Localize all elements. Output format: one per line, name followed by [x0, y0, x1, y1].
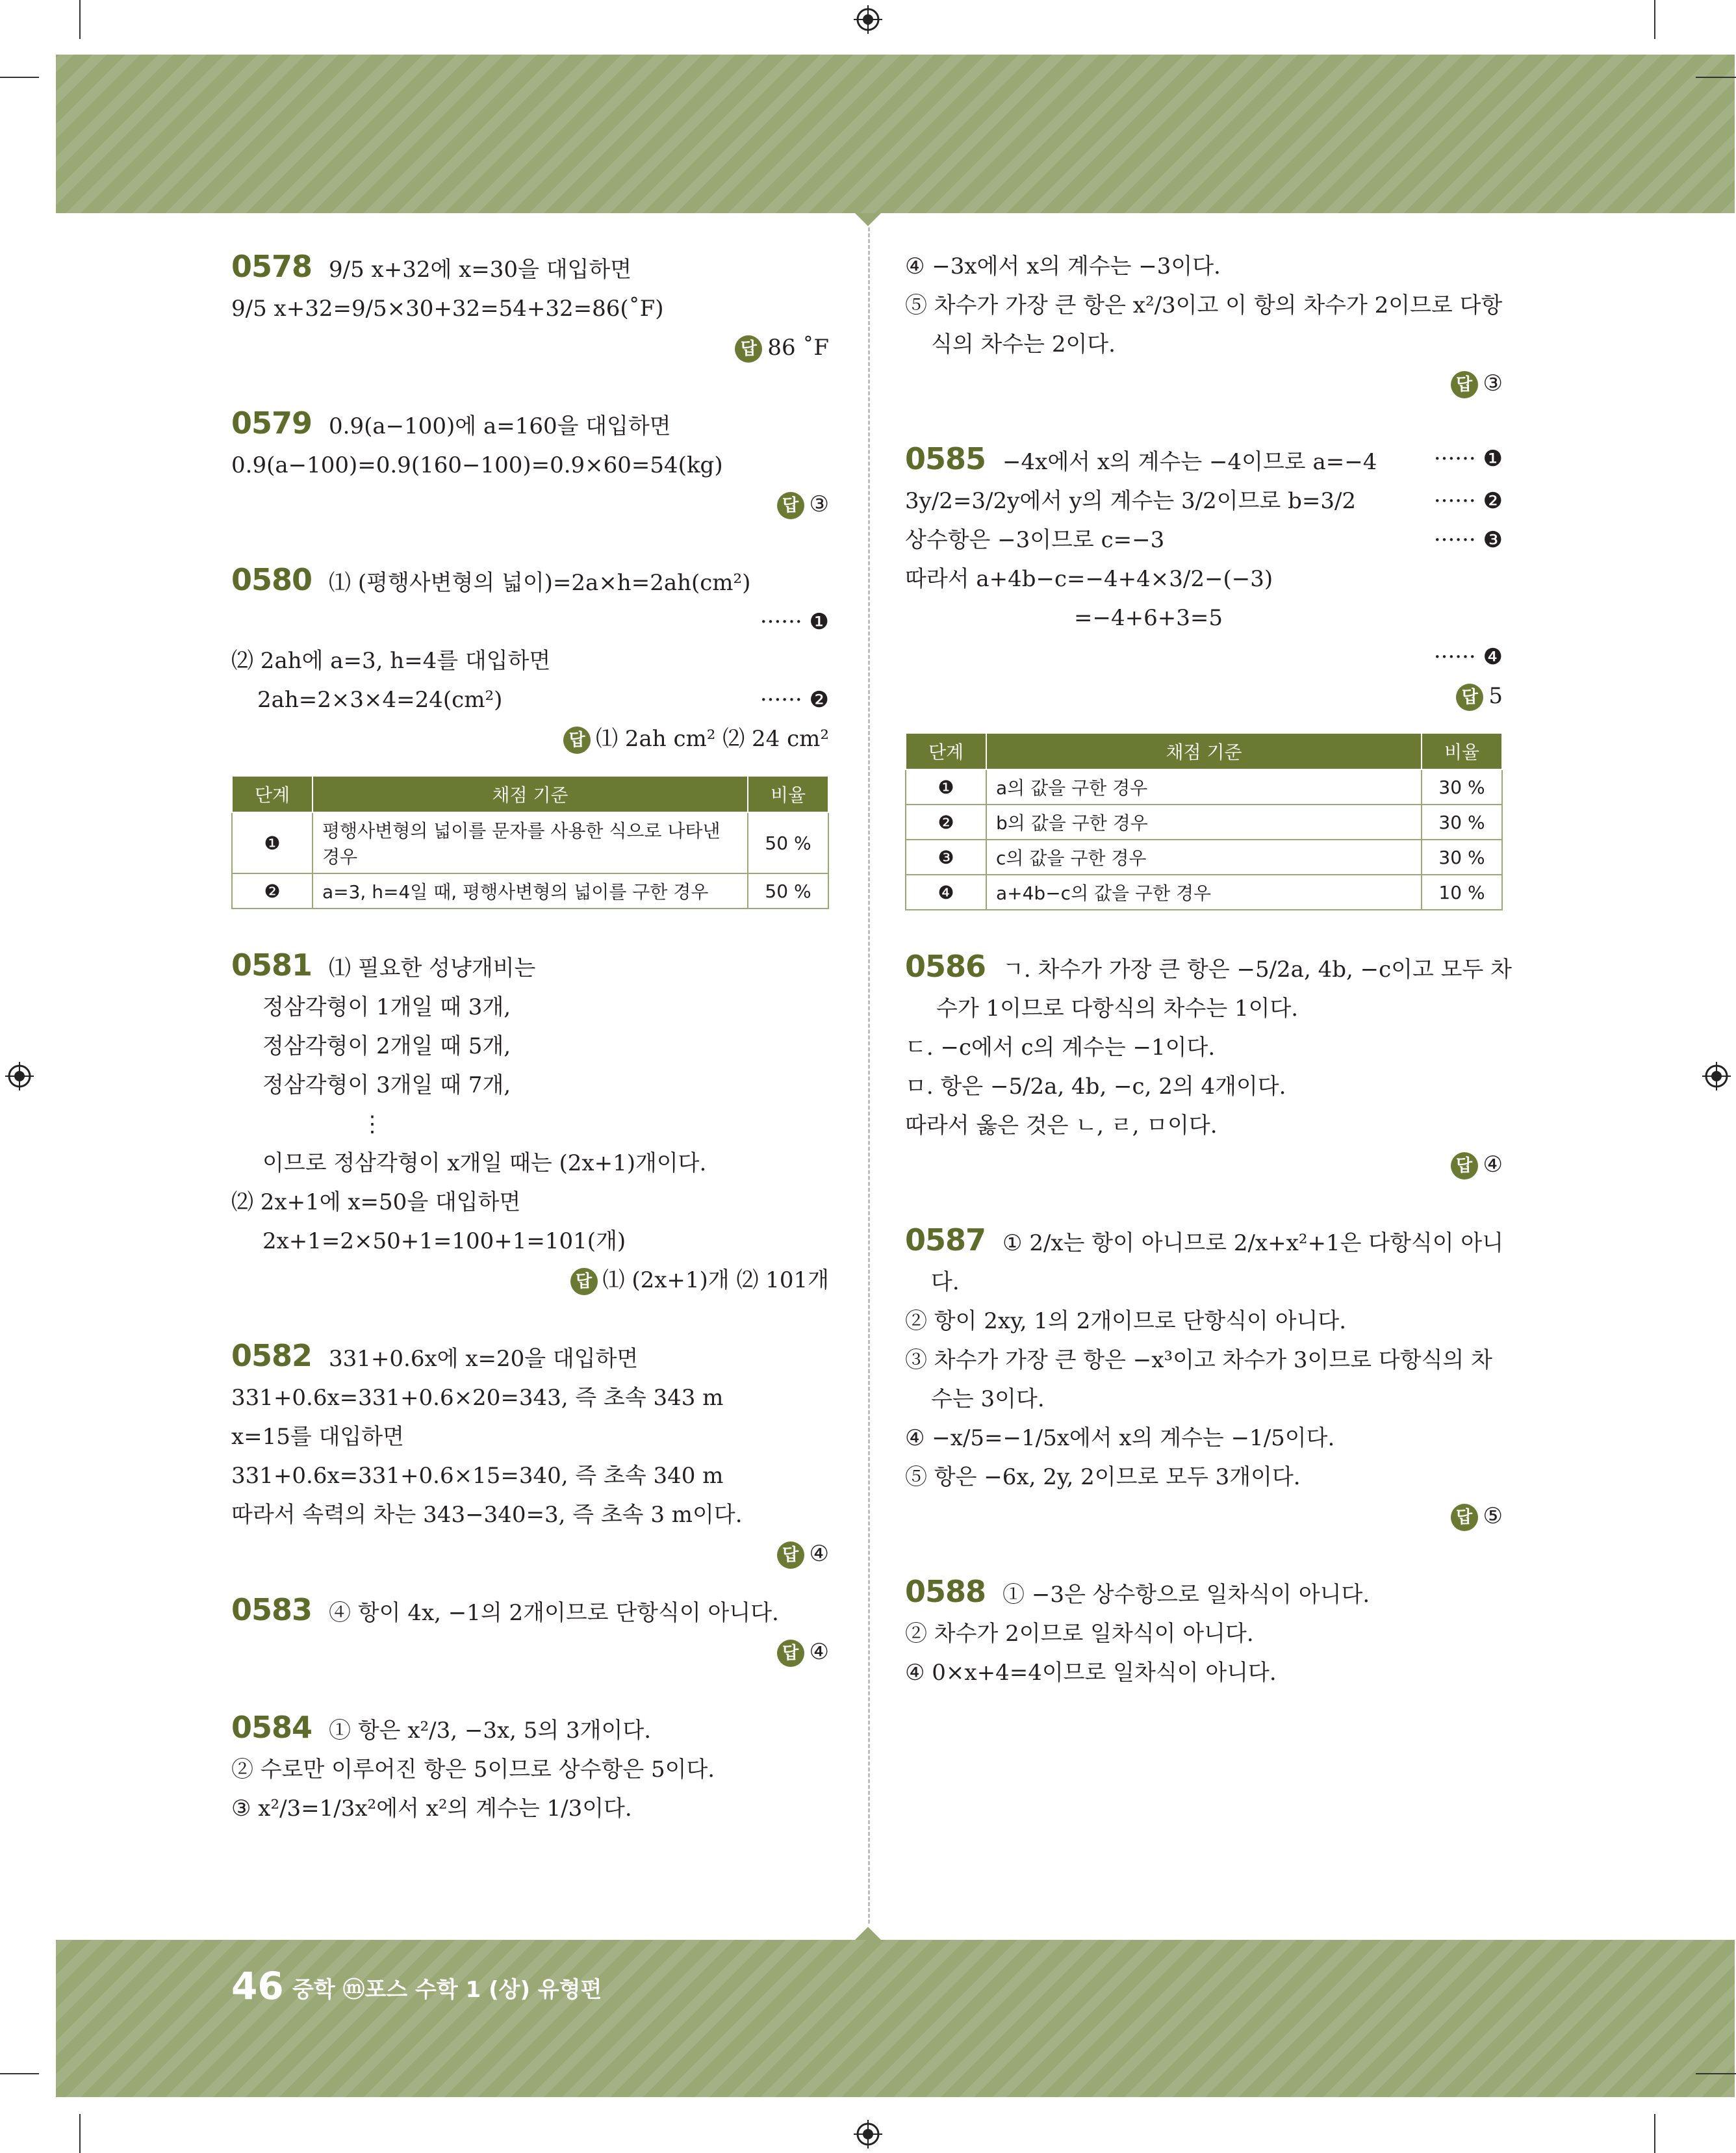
crop-mark	[0, 77, 39, 78]
table-cell-ratio: 30 %	[1422, 805, 1502, 840]
step-marker: ······ ❶	[1433, 446, 1503, 472]
answer-badge: 답	[1456, 684, 1483, 711]
solution-line: ④ −3x에서 x의 계수는 −3이다.	[905, 253, 1221, 279]
problem-0584	[231, 1708, 829, 1828]
table-cell-desc: c의 값을 구한 경우	[986, 840, 1422, 875]
problem-0586	[905, 947, 1512, 1184]
answer-text: ⑴ (2x+1)개 ⑵ 101개	[602, 1267, 829, 1293]
solution-line: ④ 항이 4x, −1의 2개이므로 단항식이 아니다.	[329, 1600, 779, 1626]
column-divider	[868, 227, 870, 1924]
table-row	[232, 873, 828, 909]
solution-line: x=15를 대입하면	[231, 1424, 404, 1450]
answer-badge: 답	[1451, 1504, 1478, 1531]
solution-line: ② 차수가 2이므로 일차식이 아니다.	[905, 1621, 1254, 1647]
step-marker: ······ ❹	[1433, 644, 1503, 670]
banner-notch-bottom	[855, 1927, 881, 1940]
step-marker: ······ ❸	[1433, 527, 1503, 553]
solution-line: 3y/2=3/2y에서 y의 계수는 3/2이므로 b=3/2	[905, 488, 1357, 514]
answer-badge: 답	[777, 1541, 804, 1569]
table-header: 단계	[906, 733, 986, 769]
solution-line: 따라서 a+4b−c=−4+4×3/2−(−3)	[905, 566, 1273, 592]
banner-notch-top	[855, 213, 881, 226]
registration-mark-icon	[5, 1062, 34, 1090]
problem-0580	[231, 560, 829, 909]
problem-number: 0583	[231, 1592, 313, 1627]
answer-badge: 답	[1451, 371, 1478, 398]
solution-line: 수는 3이다.	[931, 1386, 1045, 1412]
problem-number: 0579	[231, 406, 313, 441]
table-row	[906, 875, 1502, 910]
answer-badge: 답	[563, 727, 591, 754]
solution-line: ⋮	[361, 1111, 383, 1137]
solution-line: 331+0.6x에 x=20을 대입하면	[329, 1346, 639, 1372]
table-cell-ratio: 50 %	[748, 812, 828, 873]
solution-line: 다.	[931, 1269, 960, 1295]
left-column	[231, 247, 829, 1828]
solution-line: ② 수로만 이루어진 항은 5이므로 상수항은 5이다.	[231, 1757, 715, 1783]
solution-line: 수가 1이므로 다항식의 차수는 1이다.	[936, 996, 1299, 1022]
solution-line: ㅁ. 항은 −5/2a, 4b, −c, 2의 4개이다.	[905, 1074, 1286, 1100]
solution-line: ③ 차수가 가장 큰 항은 −x³이고 차수가 3이므로 다항식의 차	[905, 1347, 1492, 1373]
answer-badge: 답	[570, 1268, 598, 1295]
solution-line: ⑵ 2x+1에 x=50을 대입하면	[231, 1189, 521, 1215]
solution-line: ① 2/x는 항이 아니므로 2/x+x²+1은 다항식이 아니	[1002, 1230, 1504, 1256]
solution-line: ⑴ 필요한 성냥개비는	[329, 955, 536, 981]
right-column	[905, 247, 1512, 1692]
solution-line: ③ x²/3=1/3x²에서 x²의 계수는 1/3이다.	[231, 1796, 632, 1822]
answer-text: 86 ˚F	[767, 335, 829, 361]
solution-line: 2ah=2×3×4=24(cm²)	[257, 687, 503, 713]
table-cell-ratio: 10 %	[1422, 875, 1502, 910]
solution-line: 2x+1=2×50+1=100+1=101(개)	[262, 1228, 626, 1254]
solution-line: 0.9(a−100)=0.9(160−100)=0.9×60=54(kg)	[231, 452, 723, 478]
solution-line: 0.9(a−100)에 a=160을 대입하면	[329, 413, 671, 439]
solution-line: 331+0.6x=331+0.6×20=343, 즉 초속 343 m	[231, 1385, 724, 1411]
solution-line: ㄷ. −c에서 c의 계수는 −1이다.	[905, 1035, 1216, 1061]
registration-mark-icon	[854, 5, 882, 34]
grading-table	[231, 775, 829, 909]
problem-number: 0587	[905, 1222, 986, 1257]
solution-line: ⑴ (평행사변형의 넓이)=2a×h=2ah(cm²)	[329, 570, 751, 596]
answer-text: ③	[1483, 370, 1503, 396]
crop-mark	[1696, 77, 1736, 78]
step-marker: ······ ❶	[760, 609, 829, 635]
problem-number: 0581	[231, 948, 313, 983]
table-cell-step: ❹	[906, 875, 986, 910]
solution-line: 따라서 속력의 차는 343−340=3, 즉 초속 3 m이다.	[231, 1502, 743, 1528]
answer-badge: 답	[735, 335, 762, 363]
answer-badge: 답	[777, 492, 804, 519]
solution-line: 정삼각형이 1개일 때 3개,	[262, 994, 511, 1020]
answer-badge: 답	[777, 1640, 804, 1667]
solution-line: 이므로 정삼각형이 x개일 때는 (2x+1)개이다.	[262, 1150, 707, 1176]
problem-number: 0588	[905, 1574, 986, 1609]
crop-mark	[1654, 2114, 1655, 2153]
table-cell-step: ❷	[906, 805, 986, 840]
table-cell-step: ❶	[232, 812, 313, 873]
problem-0584-continued	[905, 247, 1503, 403]
problem-0581	[231, 946, 829, 1300]
problem-0578	[231, 247, 829, 367]
answer-badge: 답	[1451, 1152, 1478, 1180]
solution-line: ① −3은 상수항으로 일차식이 아니다.	[1002, 1582, 1370, 1608]
table-cell-step: ❶	[906, 769, 986, 805]
answer-text: ③	[809, 491, 829, 517]
problem-number: 0580	[231, 562, 313, 597]
problem-number: 0585	[905, 441, 986, 476]
page-number: 46	[231, 1964, 284, 2008]
table-header: 채점 기준	[313, 776, 748, 812]
problem-number: 0584	[231, 1710, 313, 1745]
solution-line: 331+0.6x=331+0.6×15=340, 즉 초속 340 m	[231, 1463, 724, 1489]
problem-0587	[905, 1220, 1503, 1536]
table-cell-desc: a=3, h=4일 때, 평행사변형의 넓이를 구한 경우	[313, 873, 748, 909]
registration-mark-icon	[854, 2120, 882, 2148]
table-header: 채점 기준	[986, 733, 1422, 769]
problem-0588	[905, 1572, 1503, 1692]
answer-text: ⑴ 2ah cm² ⑵ 24 cm²	[596, 726, 829, 752]
answer-text: ⑤	[1483, 1503, 1503, 1529]
solution-line: 식의 차수는 2이다.	[931, 331, 1116, 357]
table-header: 단계	[232, 776, 313, 812]
problem-0583	[231, 1590, 829, 1671]
solution-line: ④ 0×x+4=4이므로 일차식이 아니다.	[905, 1660, 1277, 1686]
table-row	[906, 769, 1502, 805]
step-marker: ······ ❷	[760, 687, 829, 713]
crop-mark	[79, 2114, 81, 2153]
answer-text: ④	[809, 1639, 829, 1665]
table-row	[906, 805, 1502, 840]
table-cell-desc: a의 값을 구한 경우	[986, 769, 1422, 805]
grading-table	[905, 732, 1503, 910]
solution-line: 정삼각형이 3개일 때 7개,	[262, 1072, 511, 1098]
bottom-banner	[56, 1940, 1735, 2097]
solution-line: ② 항이 2xy, 1의 2개이므로 단항식이 아니다.	[905, 1308, 1347, 1334]
table-cell-ratio: 30 %	[1422, 840, 1502, 875]
solution-line: −4x에서 x의 계수는 −4이므로 a=−4	[1002, 449, 1377, 475]
table-cell-desc: b의 값을 구한 경우	[986, 805, 1422, 840]
crop-mark	[79, 0, 81, 39]
table-cell-desc: a+4b−c의 값을 구한 경우	[986, 875, 1422, 910]
solution-line: 9/5 x+32에 x=30을 대입하면	[329, 257, 632, 283]
solution-line: 따라서 옳은 것은 ㄴ, ㄹ, ㅁ이다.	[905, 1113, 1218, 1139]
crop-mark	[1654, 0, 1655, 39]
crop-mark	[1696, 2073, 1736, 2074]
table-row	[232, 812, 828, 873]
solution-line: ⑤ 차수가 가장 큰 항은 x²/3이고 이 항의 차수가 2이므로 다항	[905, 292, 1503, 318]
crop-mark	[0, 2073, 39, 2074]
solution-line: 9/5 x+32=9/5×30+32=54+32=86(˚F)	[231, 296, 664, 322]
problem-0579	[231, 404, 829, 524]
solution-line: 상수항은 −3이므로 c=−3	[905, 527, 1165, 553]
solution-line: ⑤ 항은 −6x, 2y, 2이므로 모두 3개이다.	[905, 1464, 1301, 1490]
solution-line: ⑵ 2ah에 a=3, h=4를 대입하면	[231, 648, 551, 674]
step-marker: ······ ❷	[1433, 488, 1503, 514]
problem-number: 0586	[905, 949, 986, 984]
solution-line: ④ −x/5=−1/5x에서 x의 계수는 −1/5이다.	[905, 1425, 1335, 1451]
top-banner	[56, 55, 1735, 213]
solution-line: ㄱ. 차수가 가장 큰 항은 −5/2a, 4b, −c이고 모두 차	[1002, 957, 1512, 983]
book-title: 중학 ⓜ포스 수학 1 (상) 유형편	[292, 1977, 602, 2003]
table-header: 비율	[1422, 733, 1502, 769]
table-header: 비율	[748, 776, 828, 812]
problem-0585	[905, 439, 1503, 910]
table-cell-ratio: 30 %	[1422, 769, 1502, 805]
registration-mark-icon	[1702, 1062, 1731, 1090]
answer-text: 5	[1488, 683, 1503, 709]
answer-text: ④	[1483, 1152, 1503, 1178]
table-cell-step: ❷	[232, 873, 313, 909]
solution-line: =−4+6+3=5	[1074, 605, 1223, 631]
solution-line: 정삼각형이 2개일 때 5개,	[262, 1033, 511, 1059]
table-cell-step: ❸	[906, 840, 986, 875]
problem-0582	[231, 1336, 829, 1573]
solution-line: ① 항은 x²/3, −3x, 5의 3개이다.	[329, 1718, 652, 1744]
answer-text: ④	[809, 1541, 829, 1567]
table-cell-ratio: 50 %	[748, 873, 828, 909]
problem-number: 0582	[231, 1338, 313, 1373]
table-cell-desc: 평행사변형의 넓이를 문자를 사용한 식으로 나타낸 경우	[313, 812, 748, 873]
table-row	[906, 840, 1502, 875]
problem-number: 0578	[231, 249, 313, 284]
